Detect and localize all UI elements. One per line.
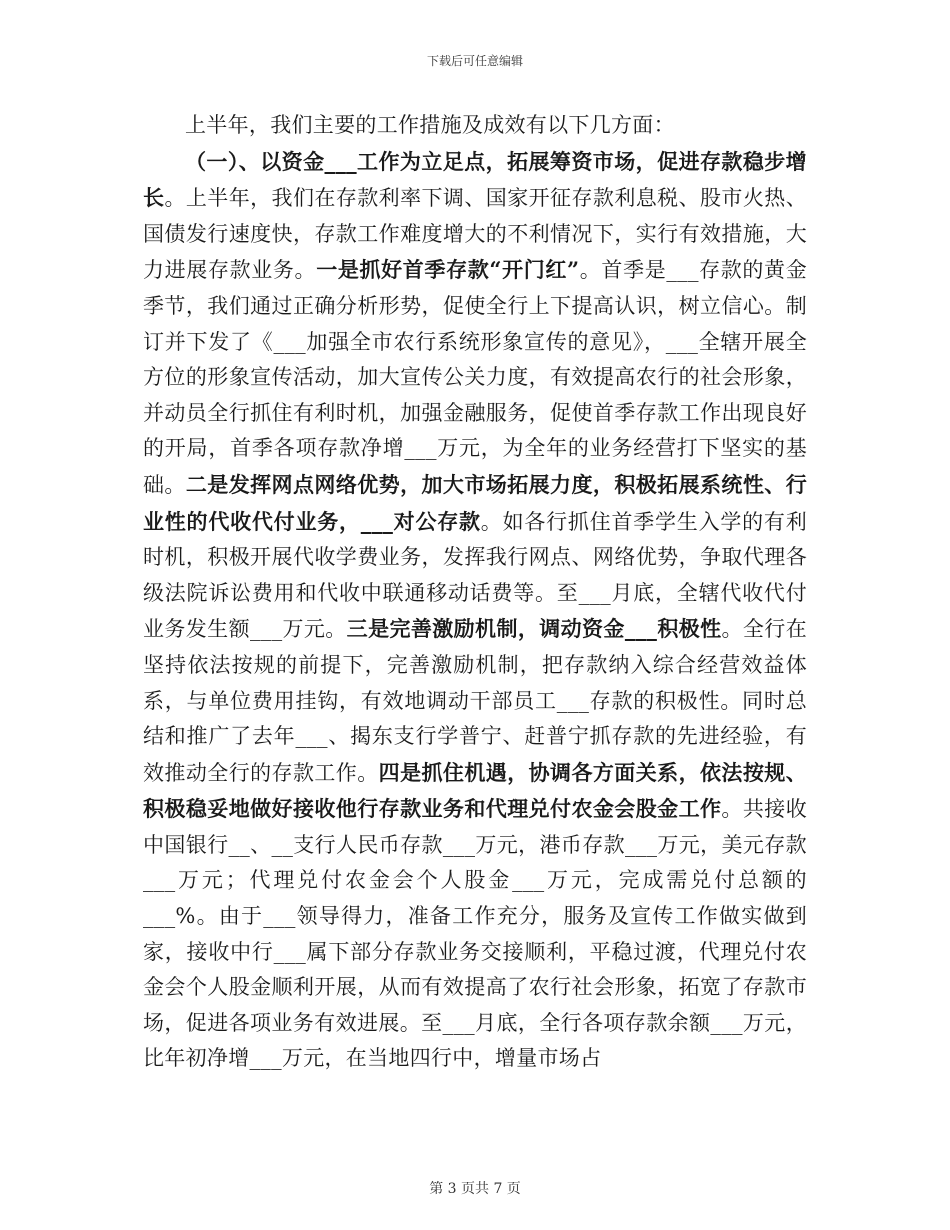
point-four-heading: 四是抓住机遇，协调各方面关系，依法按规、积极稳妥地做好接收他行存款业务和代理兑付农金会股金工作 (143, 759, 807, 822)
point-three-heading: 三是完善激励机制，调动资金___积极性 (346, 616, 722, 642)
page-footer: 第 3 页共 7 页 (429, 1181, 521, 1197)
point-two-text: 。如各行抓住首季学生入学的有利时机，积极开展代收学费业务，发挥我行网点、网络优势，争取代理各级法院诉讼费用和代收中联通移动话费等。至___月底，全辖代收代付业务发生额___万元。 (143, 509, 808, 642)
section-one-heading: （一）、以资金___工作为立足点，拓展筹资市场，促进存款稳步增长 (143, 148, 807, 211)
point-two-heading: 二是发挥网点网络优势，加大市场拓展力度，积极拓展系统性、行业性的代收代付业务，___对公存款 (143, 471, 807, 534)
paragraph-intro (143, 108, 807, 144)
point-four-text: 。共接收中国银行__、__支行人民币存款___万元，港币存款___万元，美元存款___万元；代理兑付农金会个人股金___万元，完成需兑付总额的___%。由于___领导得力，准备工作充分，服务及宣传工作做实做到家，接收中行___属下部分存款业务交接顺利，平稳过渡，代理兑付农金会个人股金顺利开展，从而有效提高了农行社会形象，拓宽了存款市场，促进各项业务有效进展。至___月底，全行各项存款余额___万元，比年初净增___万元，在当地四行中，增量市场占 (143, 797, 807, 1071)
section-one-text: 。上半年，我们在存款利率下调、国家开征存款利息税、股市火热、国债发行速度快，存款工作难度增大的不利情况下，实行有效措施，大力进展存款业务。 (143, 186, 807, 283)
point-three-text: 。全行在坚持依法按规的前提下，完善激励机制，把存款纳入综合经营效益体系，与单位费用挂钩，有效地调动干部员工___存款的积极性。同时总结和推广了去年___、揭东支行学普宁、赶普宁抓存款的先进经验，有效推动全行的存款工作。 (143, 617, 808, 785)
page-header: 下载后可任意编辑 (426, 54, 523, 68)
document-body (143, 108, 807, 1077)
intro-text: 上半年，我们主要的工作措施及成效有以下几方面： (185, 113, 675, 137)
paragraph-section-one (143, 144, 807, 1077)
point-one-text: 。首季是___存款的黄金季节，我们通过正确分析形势，促使全行上下提高认识，树立信心。制订并下发了《___加强全市农行系统形象宣传的意见》，___全辖开展全方位的形象宣传活动，加大宣传公关力度，有效提高农行的社会形象，并动员全行抓住有利时机，加强金融服务，促使首季存款工作出现良好的开局，首季各项存款净增___万元，为全年的业务经营打下坚实的基础。 (143, 258, 807, 497)
point-one-heading: 一是抓好首季存款“开门红” (316, 257, 580, 283)
